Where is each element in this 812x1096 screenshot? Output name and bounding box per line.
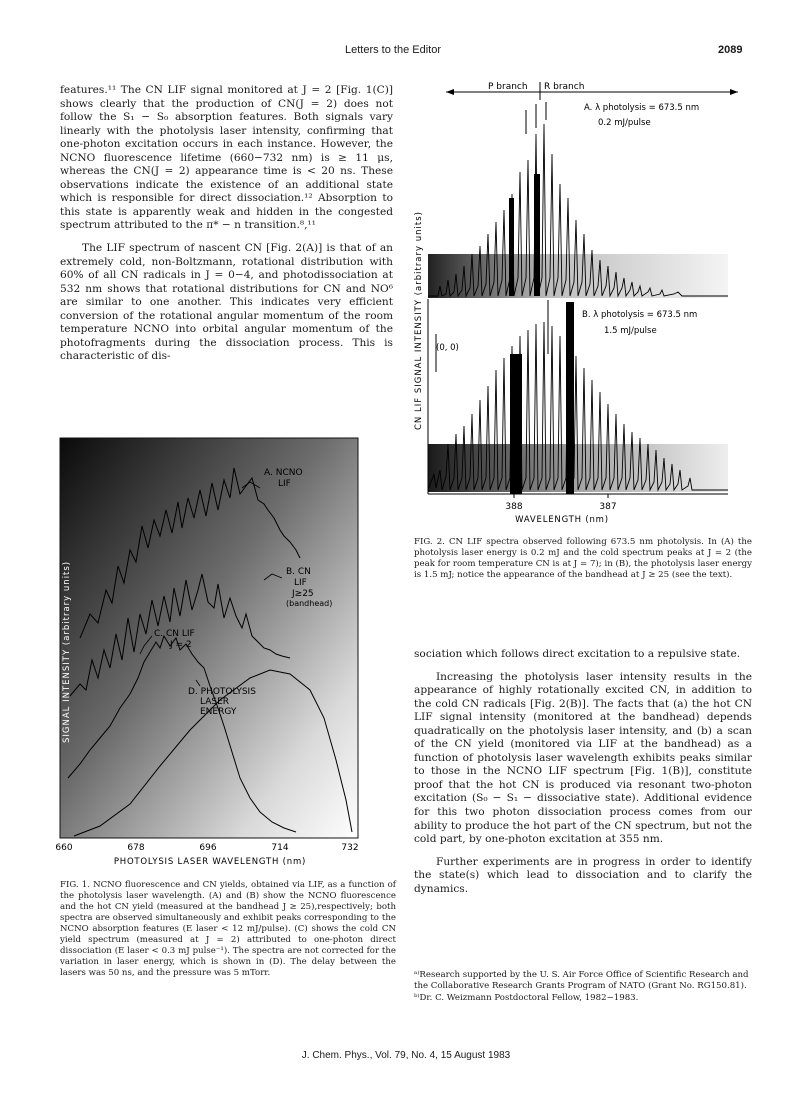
fig1-x-ticks — [55, 843, 358, 853]
origin-label: (0, 0) — [436, 343, 459, 353]
label-b-line4: (bandhead) — [286, 599, 333, 608]
x-tick: 714 — [271, 843, 289, 853]
figure-1-caption: FIG. 1. NCNO fluorescence and CN yields, obtained via LIF, as a function of the photolysis laser wavelength. (A) and (B) show the NCNO fluorescence and the hot CN yield (measured at the bandhead J ≥ 25),respectively; both spectra are observed simultaneously and exhibit peaks corresponding to the NCNO absorption features (E laser < 12 mJ/pulse). (C) shows the cold CN yield spectrum (measured at J = 2) attributed to one-photon direct dissociation (E laser < 0.3 mJ pulse⁻¹). The spectra are not corrected for the variation in laser energy, which is shown in (D). The delay between the lasers was 50 ns, and the pressure was 5 mTorr. — [60, 880, 396, 978]
footnote-b: ᵇ⁾Dr. C. Weizmann Postdoctoral Fellow, 1982−1983. — [414, 993, 639, 1003]
figure-1 — [55, 438, 360, 870]
label-d-line2: LASER — [200, 697, 230, 707]
footnotes — [414, 970, 752, 1005]
x-tick: 387 — [599, 502, 617, 512]
fig2-x-axis-label: WAVELENGTH (nm) — [515, 515, 609, 525]
fig1-x-axis-label: PHOTOLYSIS LASER WAVELENGTH (nm) — [113, 857, 307, 867]
paragraph: sociation which follows direct excitation to a repulsive state. — [414, 648, 741, 660]
label-c-line1: C. CN LIF — [154, 629, 195, 639]
label-b-line1: B. CN — [286, 567, 311, 577]
paragraph: The LIF spectrum of nascent CN [Fig. 2(A)] is that of an extremely cold, non-Boltzmann, rotational distribution with 60% of all CN radicals in J = 0−4, and photodissociation at 532 nm shows that rotational distributions for CN and NO⁶ are similar to one another. This indicates very efficient conversion of the rotational angular momentum of the room temperature NCNO into orbital angular momentum of the photofragments during the dissociation process. This is characteristic of dis- — [60, 242, 393, 363]
paragraph: Further experiments are in progress in order to identify the state(s) which lead to dissociation and to clarify the dynamics. — [414, 855, 752, 895]
figure-2 — [408, 74, 748, 530]
label-d-line3: ENERGY — [200, 707, 237, 717]
fig2-y-axis-label: CN LIF SIGNAL INTENSITY (arbitrary units) — [414, 211, 424, 430]
x-tick: 388 — [505, 502, 523, 512]
label-a-line1: A. NCNO — [264, 468, 303, 478]
panel-b-bar — [510, 354, 522, 494]
x-tick: 678 — [127, 843, 145, 853]
label-d-line1: D. PHOTOLYSIS — [188, 687, 256, 697]
label-c-line2: J = 2 — [170, 640, 192, 650]
figure-2-caption: FIG. 2. CN LIF spectra observed following 673.5 nm photolysis. In (A) the photolysis laser energy is 0.2 mJ and the cold spectrum peaks at J = 2 (the peak for room temperature CN is at J = 7); in (B), the photolysis laser energy is 1.5 mJ; notice the appearance of the bandhead at J ≥ 25 (see the text). — [414, 537, 752, 580]
x-tick: 660 — [55, 843, 73, 853]
r-branch-label: R branch — [544, 82, 585, 92]
panel-a-label-2: 0.2 mJ/pulse — [598, 118, 651, 128]
paragraph: features.¹¹ The CN LIF signal monitored at J = 2 [Fig. 1(C)] shows clearly that the production of CN(J = 2) does not follow the S₁ − S₀ absorption features. Both signals vary linearly with the photolysis laser intensity, confirming that one-photon excitation occurs in each instance. However, the NCNO fluorescence lifetime (660−732 nm) is ≥ 11 μs, whereas the CN(J = 2) appearance time is < 20 ns. These observations indicate the existence of an additional state which is responsible for direct dissociation.¹² Absorption to this state is apparently weak and hidden in the congested spectrum attributed to the π* − n transition.⁸,¹¹ — [60, 84, 393, 232]
panel-b-label-1: B. λ photolysis = 673.5 nm — [582, 310, 698, 320]
label-b-line2: LIF — [294, 578, 307, 588]
journal-citation: J. Chem. Phys., Vol. 79, No. 4, 15 August 1983 — [301, 1050, 511, 1061]
panel-a-bar — [534, 174, 540, 296]
right-column-text — [414, 648, 752, 896]
p-branch-label: P branch — [488, 82, 528, 92]
label-a-line2: LIF — [278, 479, 291, 489]
panel-a-bar — [509, 198, 514, 296]
x-tick: 732 — [341, 843, 359, 853]
paragraph: Increasing the photolysis laser intensity results in the appearance of highly rotationally excited CN, in addition to the cold CN radicals [Fig. 2(B)]. The facts that (a) the hot CN LIF signal intensity (monitored at the bandhead) depends quadratically on the photolysis laser intensity, and (b) a scan of the CN yield (monitored via LIF at the bandhead) as a function of photolysis laser wavelength exhibits peaks similar to those in the NCNO LIF spectrum [Fig. 1(B)], constitute proof that the hot CN is produced via resonant two-photon excitation (S₀ − S₁ − dissociative state). Additional evidence for this two photon dissociation process comes from our ability to produce the hot part of the CN spectrum, but not the cold part, by one-photon excitation at 355 nm. — [414, 670, 752, 846]
x-tick: 696 — [199, 843, 217, 853]
left-column-text — [60, 84, 393, 364]
label-b-line3: J≥25 — [292, 589, 314, 599]
fig1-y-axis-label: SIGNAL INTENSITY (arbitrary units) — [62, 560, 72, 743]
page-number: 2089 — [718, 44, 743, 56]
running-title: Letters to the Editor — [345, 44, 441, 56]
panel-b-bar — [566, 302, 574, 494]
panel-b-label-2: 1.5 mJ/pulse — [604, 326, 657, 336]
panel-a-label-1: A. λ photolysis = 673.5 nm — [584, 103, 700, 113]
footnote-a: ᵃ⁾Research supported by the U. S. Air Force Office of Scientific Research and the Collaborative Research Grants Program of NATO (Grant No. RG150.81). — [414, 970, 749, 991]
